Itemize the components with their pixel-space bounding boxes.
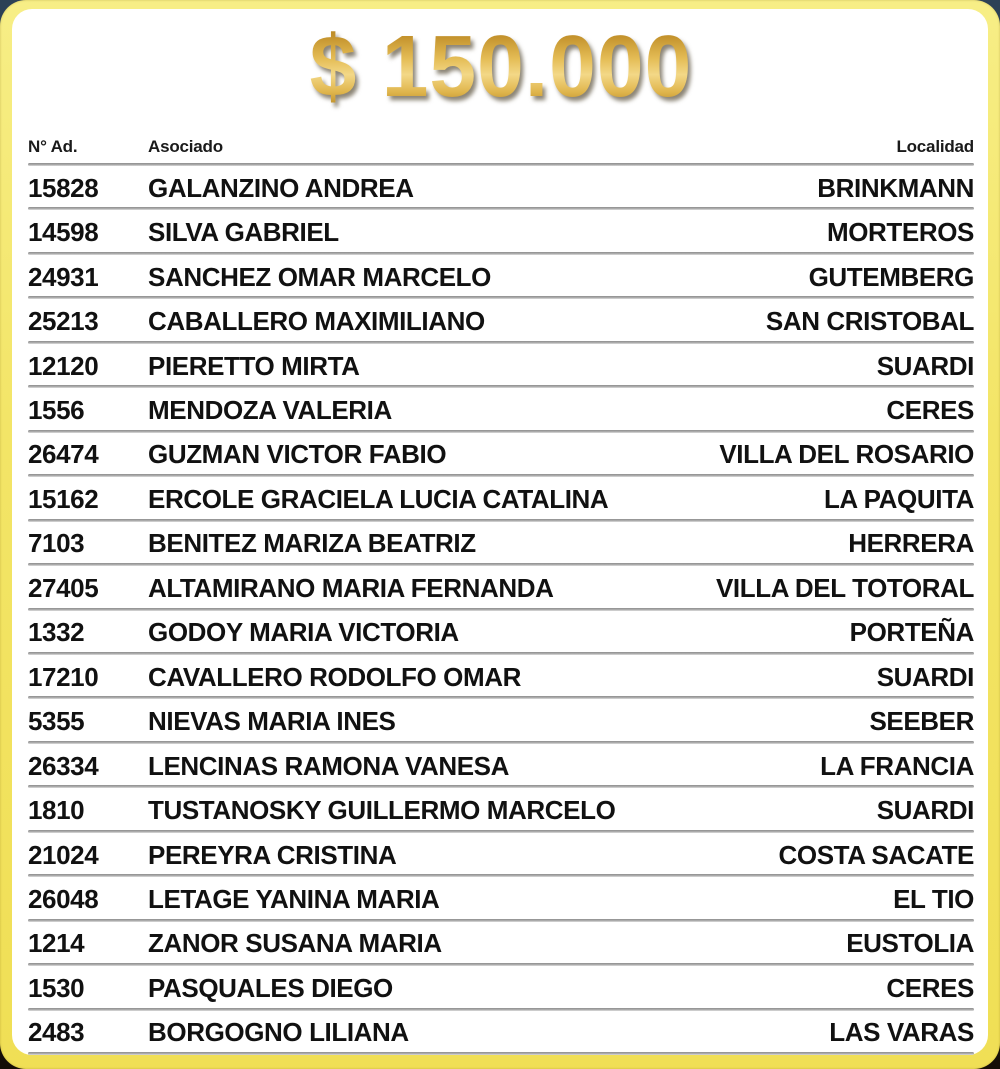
table-row bbox=[28, 433, 974, 477]
member-locality: EL TIO bbox=[893, 883, 974, 914]
member-locality: SUARDI bbox=[876, 350, 974, 381]
member-name: PASQUALES DIEGO bbox=[148, 972, 393, 1003]
table-row bbox=[28, 877, 974, 921]
table-row bbox=[28, 299, 974, 343]
row-separator bbox=[28, 1052, 974, 1055]
member-locality: GUTEMBERG bbox=[808, 261, 974, 292]
member-name: LENCINAS RAMONA VANESA bbox=[148, 750, 509, 781]
member-locality: SUARDI bbox=[876, 661, 974, 692]
member-name: TUSTANOSKY GUILLERMO MARCELO bbox=[148, 795, 616, 826]
table-row bbox=[28, 966, 974, 1010]
winners-list bbox=[28, 166, 974, 1055]
member-number: 1332 bbox=[28, 617, 85, 648]
member-name: ERCOLE GRACIELA LUCIA CATALINA bbox=[148, 483, 609, 514]
member-locality: SUARDI bbox=[876, 795, 974, 826]
table-row bbox=[28, 166, 974, 210]
member-locality: VILLA DEL ROSARIO bbox=[719, 439, 974, 470]
member-number: 26474 bbox=[28, 439, 99, 470]
member-number: 21024 bbox=[28, 839, 99, 870]
member-locality: BRINKMANN bbox=[817, 172, 974, 203]
member-locality: HERRERA bbox=[848, 528, 974, 559]
prize-title-wrap bbox=[28, 11, 974, 121]
member-name: ALTAMIRANO MARIA FERNANDA bbox=[148, 572, 554, 603]
member-name: LETAGE YANINA MARIA bbox=[148, 883, 440, 914]
member-name: GALANZINO ANDREA bbox=[148, 172, 414, 203]
member-locality: COSTA SACATE bbox=[778, 839, 974, 870]
table-row bbox=[28, 833, 974, 877]
member-number: 5355 bbox=[28, 706, 85, 737]
table-row bbox=[28, 210, 974, 254]
member-number: 17210 bbox=[28, 661, 99, 692]
member-name: SANCHEZ OMAR MARCELO bbox=[148, 261, 491, 292]
table-row bbox=[28, 922, 974, 966]
member-number: 15828 bbox=[28, 172, 99, 203]
member-name: PIERETTO MIRTA bbox=[148, 350, 360, 381]
member-name: PEREYRA CRISTINA bbox=[148, 839, 397, 870]
table-row bbox=[28, 255, 974, 299]
member-locality: LAS VARAS bbox=[829, 1017, 974, 1048]
member-number: 12120 bbox=[28, 350, 99, 381]
member-number: 27405 bbox=[28, 572, 99, 603]
member-number: 15162 bbox=[28, 483, 99, 514]
member-number: 1214 bbox=[28, 928, 85, 959]
member-name: MENDOZA VALERIA bbox=[148, 394, 392, 425]
table-row bbox=[28, 344, 974, 388]
table-row bbox=[28, 522, 974, 566]
member-locality: VILLA DEL TOTORAL bbox=[715, 572, 974, 603]
member-number: 7103 bbox=[28, 528, 85, 559]
member-name: BORGOGNO LILIANA bbox=[148, 1017, 409, 1048]
table-row bbox=[28, 699, 974, 743]
prize-amount-title: $ 150.000 bbox=[310, 16, 693, 117]
table-row bbox=[28, 611, 974, 655]
member-name: CABALLERO MAXIMILIANO bbox=[148, 306, 485, 337]
member-number: 26334 bbox=[28, 750, 99, 781]
table-row bbox=[28, 388, 974, 432]
prize-card bbox=[12, 9, 988, 1055]
table-row bbox=[28, 1011, 974, 1055]
member-number: 1810 bbox=[28, 795, 85, 826]
member-name: GODOY MARIA VICTORIA bbox=[148, 617, 459, 648]
table-row bbox=[28, 566, 974, 610]
member-locality: CERES bbox=[886, 972, 974, 1003]
header-locality: Localidad bbox=[896, 137, 974, 156]
table-row bbox=[28, 788, 974, 832]
member-number: 26048 bbox=[28, 883, 99, 914]
member-name: ZANOR SUSANA MARIA bbox=[148, 928, 442, 959]
member-name: BENITEZ MARIZA BEATRIZ bbox=[148, 528, 476, 559]
member-locality: SAN CRISTOBAL bbox=[765, 306, 974, 337]
member-locality: SEEBER bbox=[869, 706, 974, 737]
table-row bbox=[28, 477, 974, 521]
member-name: SILVA GABRIEL bbox=[148, 217, 339, 248]
table-row bbox=[28, 744, 974, 788]
table-header-row bbox=[28, 137, 974, 163]
member-locality: EUSTOLIA bbox=[846, 928, 974, 959]
header-name: Asociado bbox=[148, 137, 223, 156]
member-number: 2483 bbox=[28, 1017, 85, 1048]
member-locality: LA FRANCIA bbox=[820, 750, 974, 781]
member-locality: LA PAQUITA bbox=[823, 483, 974, 514]
member-name: NIEVAS MARIA INES bbox=[148, 706, 396, 737]
member-locality: PORTEÑA bbox=[849, 617, 974, 648]
member-number: 1530 bbox=[28, 972, 85, 1003]
member-name: GUZMAN VICTOR FABIO bbox=[148, 439, 447, 470]
member-number: 1556 bbox=[28, 394, 85, 425]
member-number: 25213 bbox=[28, 306, 99, 337]
member-locality: MORTEROS bbox=[826, 217, 974, 248]
member-locality: CERES bbox=[886, 394, 974, 425]
member-name: CAVALLERO RODOLFO OMAR bbox=[148, 661, 521, 692]
header-number: N° Ad. bbox=[28, 137, 78, 156]
member-number: 14598 bbox=[28, 217, 99, 248]
member-number: 24931 bbox=[28, 261, 99, 292]
table-row bbox=[28, 655, 974, 699]
